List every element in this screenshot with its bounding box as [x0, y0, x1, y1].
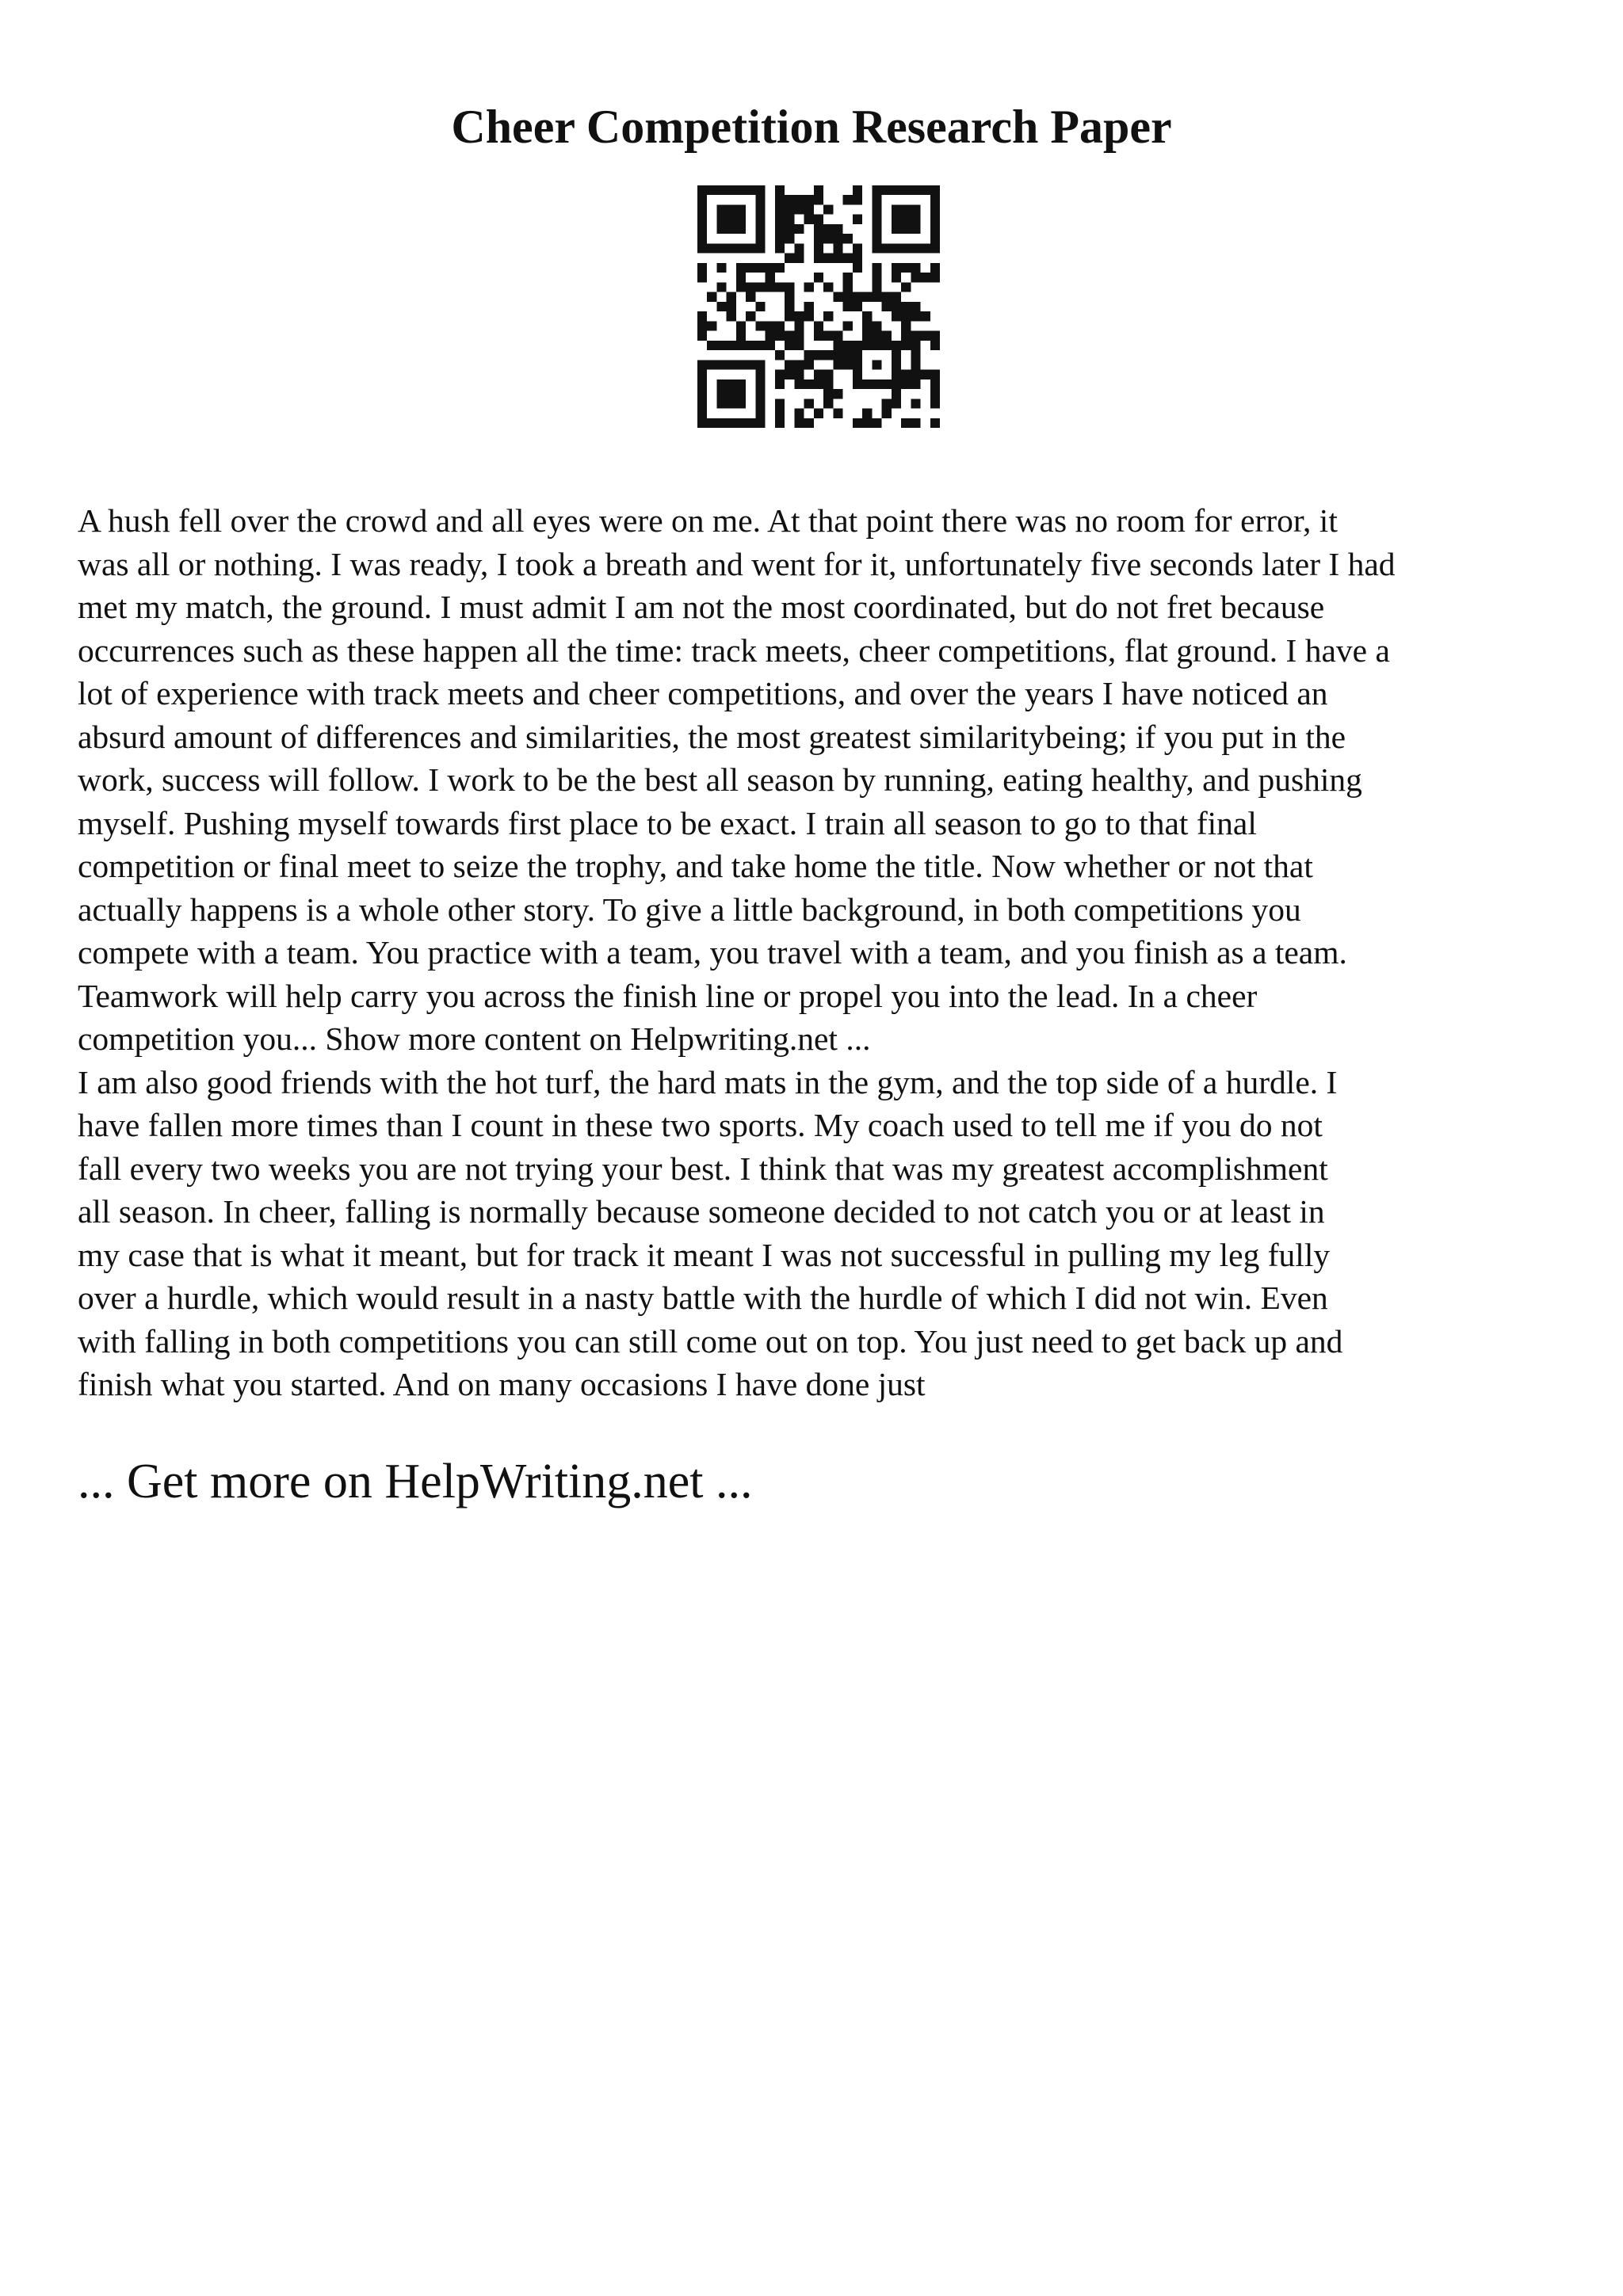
- body-text-line: have fallen more times than I count in these two sports. My coach used to tell me if you do not: [78, 1107, 1323, 1143]
- body-text-line: competition or final meet to seize the trophy, and take home the title. Now whether or not that: [78, 848, 1313, 884]
- body-text-line: Teamwork will help carry you across the finish line or propel you into the lead. In a cheer: [78, 977, 1258, 1014]
- document-title: Cheer Competition Research Paper: [451, 101, 1172, 153]
- body-text-line: met my match, the ground. I must admit I am not the most coordinated, but do not fret because: [78, 589, 1325, 625]
- body-text-line: absurd amount of differences and similarities, the most greatest similaritybeing; if you put in the: [78, 718, 1346, 755]
- body-text-line: with falling in both competitions you can still come out on top. You just need to get back up and: [78, 1322, 1343, 1360]
- get-more-link[interactable]: ... Get more on HelpWriting.net ...: [78, 1455, 753, 1508]
- body-text-line: A hush fell over the crowd and all eyes were on me. At that point there was no room for error, it: [78, 502, 1338, 539]
- body-text-line: over a hurdle, which would result in a nasty battle with the hurdle of which I did not win. Even: [78, 1280, 1328, 1316]
- body-text-line: my case that is what it meant, but for track it meant I was not successful in pulling my leg fully: [78, 1236, 1331, 1273]
- body-text-line: work, success will follow. I work to be the best all season by running, eating healthy, and pushing: [78, 761, 1362, 798]
- qr-code-icon: [697, 185, 940, 428]
- body-text-line: myself. Pushing myself towards first place to be exact. I train all season to go to that final: [78, 804, 1257, 841]
- body-text-line: competition you... Show more content on Helpwriting.net ...: [78, 1020, 871, 1057]
- body-text-line: lot of experience with track meets and cheer competitions, and over the years I have noticed an: [78, 675, 1328, 711]
- qr-code-graphic: [697, 185, 940, 428]
- body-text-line: finish what you started. And on many occasions I have done just: [78, 1366, 926, 1402]
- body-text-line: was all or nothing. I was ready, I took a breath and went for it, unfortunately five seconds later I had: [78, 545, 1396, 582]
- body-text-line: all season. In cheer, falling is normally because someone decided to not catch you or at least in: [78, 1193, 1325, 1230]
- document-body: [78, 499, 1568, 1406]
- body-text-line: occurrences such as these happen all the time: track meets, cheer competitions, flat ground. I have a: [78, 631, 1390, 669]
- body-text-line: fall every two weeks you are not trying your best. I think that was my greatest accomplishment: [78, 1150, 1328, 1187]
- body-text-line: actually happens is a whole other story. To give a little background, in both competitions you: [78, 891, 1301, 928]
- body-text-line: compete with a team. You practice with a team, you travel with a team, and you finish as a team.: [78, 934, 1347, 971]
- body-text-line: I am also good friends with the hot turf, the hard mats in the gym, and the top side of a hurdle. I: [78, 1063, 1338, 1100]
